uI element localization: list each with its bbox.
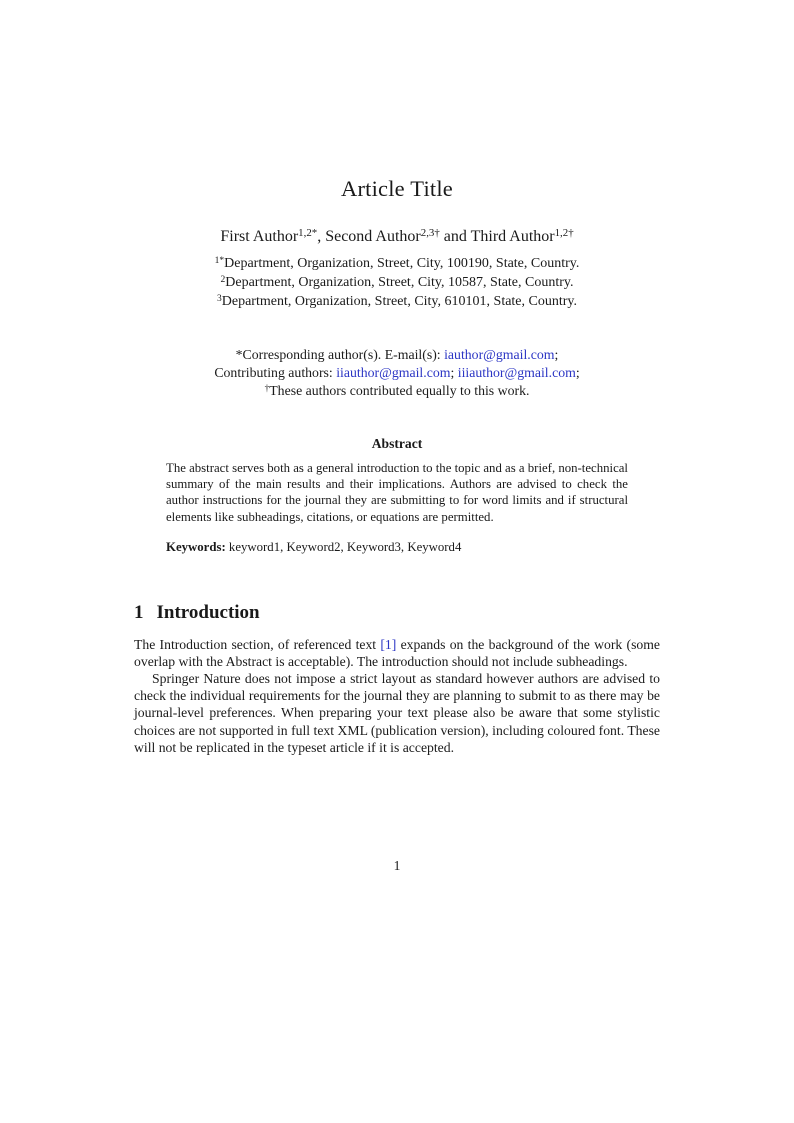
author-separator: and (439, 228, 471, 245)
author-name: Second Author (325, 228, 421, 245)
author-name: First Author (220, 228, 299, 245)
paragraph-text: The Introduction section, of referenced text (134, 636, 381, 652)
affiliation-superscript: 3 (216, 293, 222, 304)
affiliation-text: Department, Organization, Street, City, 10587, State, Country. (225, 275, 574, 290)
page-title: Article Title (341, 176, 453, 201)
author-separator: , (317, 228, 326, 245)
abstract-text: The abstract serves both as a general introduction to the topic and as a brief, non-technical summary of the main results and their implications. Authors are advised to check the author instructions for the journal they are submitting to for word limits and if structural elements like subheadings, citations, or equations are permitted. (166, 460, 628, 524)
section-number: 1 (134, 601, 144, 623)
citation-link[interactable]: [1] (380, 636, 397, 652)
author-line (134, 228, 660, 246)
contact-text: *Corresponding author(s). E-mail(s): (235, 347, 445, 362)
author-superscript: 2,3† (420, 227, 440, 240)
contact-text: ; (554, 347, 559, 362)
abstract-section (134, 436, 660, 526)
contact-block (134, 346, 660, 403)
affiliation-text: Department, Organization, Street, City, 100190, State, Country. (224, 256, 580, 271)
contact-text: ; (450, 365, 458, 381)
contact-text: Contributing authors: (214, 365, 337, 381)
section-heading-introduction (134, 602, 660, 624)
corresponding-author-line (134, 346, 660, 364)
contributing-authors-line (134, 364, 660, 382)
keywords-text: keyword1, Keyword2, Keyword3, Keyword4 (225, 540, 462, 555)
dagger-superscript: † (264, 384, 270, 395)
author-name: Third Author (470, 228, 555, 245)
affiliation-line (134, 293, 660, 312)
page-number: 1 (393, 858, 401, 873)
paragraph (134, 636, 660, 670)
contact-text: These authors contributed equally to this work. (269, 383, 530, 399)
keywords-label: Keywords: (166, 540, 226, 555)
affiliation-line (134, 255, 660, 274)
equal-contribution-line (134, 382, 660, 402)
affiliation-block (134, 255, 660, 312)
affiliation-superscript: 2 (220, 274, 226, 285)
abstract-heading: Abstract (371, 435, 423, 451)
affiliation-line (134, 274, 660, 293)
affiliation-text: Department, Organization, Street, City, 610101, State, Country. (221, 294, 577, 309)
keywords-line (134, 539, 660, 555)
paragraph: Springer Nature does not impose a strict layout as standard however authors are advised to check the individual requirements for the journal they are planning to submit to as there may be journal-level preferences. When preparing your text please also be aware that some stylistic choices are not supported in full text XML (publication version), including coloured font. These will not be replicated in the typeset article if it is accepted. (134, 671, 660, 755)
email-link[interactable]: iiiauthor@gmail.com (457, 365, 576, 381)
affiliation-superscript: 1* (214, 255, 225, 266)
email-link[interactable]: iauthor@gmail.com (444, 347, 555, 362)
contact-text: ; (575, 365, 580, 381)
section-title: Introduction (156, 601, 260, 623)
email-link[interactable]: iiauthor@gmail.com (336, 365, 451, 381)
author-superscript: 1,2* (298, 227, 318, 240)
page-content (134, 0, 660, 756)
author-superscript: 1,2† (554, 227, 574, 240)
paragraph-text: expands on the background of the work (some overlap with the Abstract is acceptable). The introduction should not include subheadings. (134, 636, 660, 669)
